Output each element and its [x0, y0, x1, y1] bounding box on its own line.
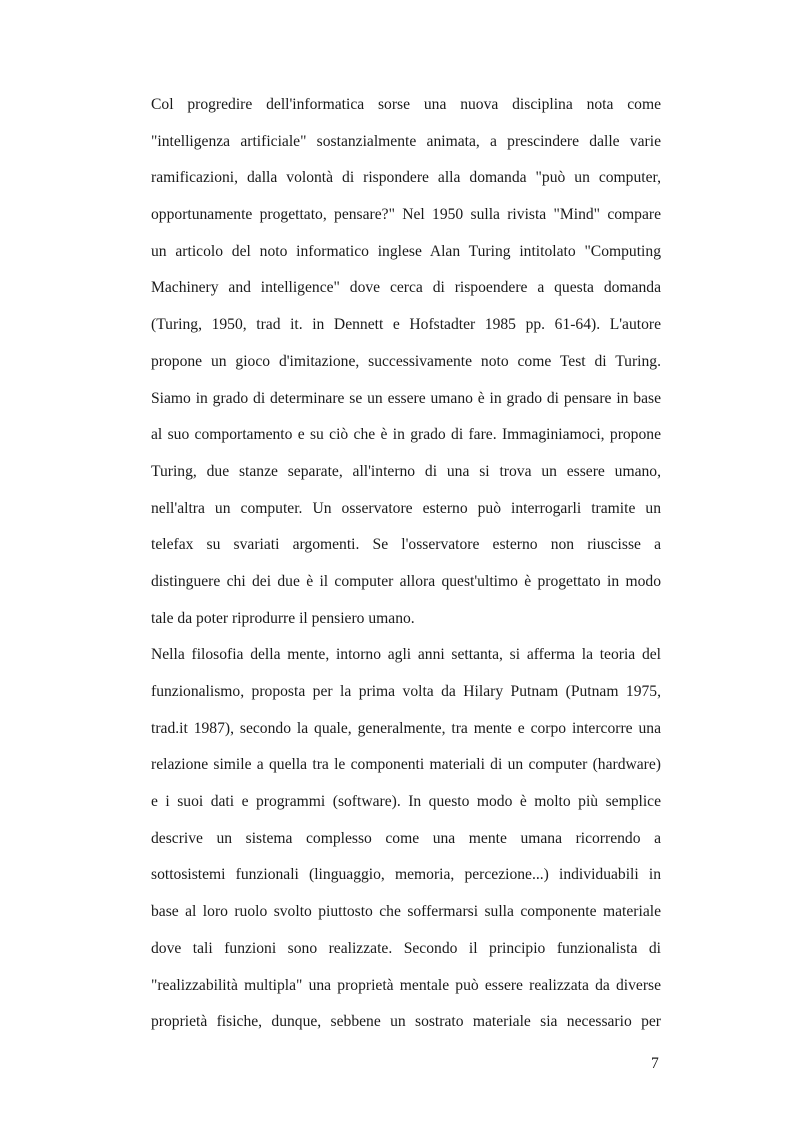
page-number: 7 [651, 1055, 659, 1072]
text-line: al suo comportamento e su ciò che è in grado di fare. Immaginiamoci, propone [151, 426, 661, 444]
text-line: propone un gioco d'imitazione, successivamente noto come Test di Turing. [151, 352, 661, 370]
text-line: trad.it 1987), secondo la quale, generalmente, tra mente e corpo intercorre una [151, 719, 661, 737]
text-line: distinguere chi dei due è il computer allora quest'ultimo è progettato in modo [151, 572, 661, 590]
text-line: un articolo del noto informatico inglese Alan Turing intitolato "Computing [151, 242, 661, 260]
text-line: telefax su svariati argomenti. Se l'osservatore esterno non riuscisse a [151, 536, 661, 554]
text-line: Siamo in grado di determinare se un essere umano è in grado di pensare in base [151, 389, 661, 407]
paragraph-2 [151, 637, 661, 1041]
text-line: tale da poter riprodurre il pensiero umano. [151, 609, 415, 627]
text-line: dove tali funzioni sono realizzate. Secondo il principio funzionalista di [151, 939, 661, 957]
text-line: relazione simile a quella tra le componenti materiali di un computer (hardware) [151, 756, 661, 774]
text-line: "intelligenza artificiale" sostanzialmente animata, a prescindere dalle varie [151, 132, 661, 150]
body-text [151, 87, 661, 1041]
text-line: funzionalismo, proposta per la prima volta da Hilary Putnam (Putnam 1975, [151, 683, 661, 700]
text-line: sottosistemi funzionali (linguaggio, memoria, percezione...) individuabili in [151, 866, 661, 884]
text-line: ramificazioni, dalla volontà di rispondere alla domanda "può un computer, [151, 169, 661, 187]
paragraph-1 [151, 87, 661, 637]
text-line: opportunamente progettato, pensare?" Nel 1950 sulla rivista "Mind" compare [151, 206, 661, 224]
text-line: nell'altra un computer. Un osservatore esterno può interrogarli tramite un [151, 499, 661, 517]
text-line: proprietà fisiche, dunque, sebbene un sostrato materiale sia necessario per [151, 1013, 661, 1031]
text-line: e i suoi dati e programmi (software). In questo modo è molto più semplice [151, 793, 661, 811]
text-line: Machinery and intelligence" dove cerca di rispoendere a questa domanda [151, 279, 661, 297]
text-line: Nella filosofia della mente, intorno agli anni settanta, si afferma la teoria del [151, 646, 661, 664]
text-line: (Turing, 1950, trad it. in Dennett e Hofstadter 1985 pp. 61-64). L'autore [151, 316, 661, 334]
text-line: base al loro ruolo svolto piuttosto che soffermarsi sulla componente materiale [151, 903, 661, 921]
text-line: Col progredire dell'informatica sorse una nuova disciplina nota come [151, 96, 661, 113]
text-line: "realizzabilità multipla" una proprietà mentale può essere realizzata da diverse [151, 976, 661, 994]
text-line: Turing, due stanze separate, all'interno di una si trova un essere umano, [151, 462, 661, 480]
text-line: descrive un sistema complesso come una mente umana ricorrendo a [151, 829, 661, 847]
